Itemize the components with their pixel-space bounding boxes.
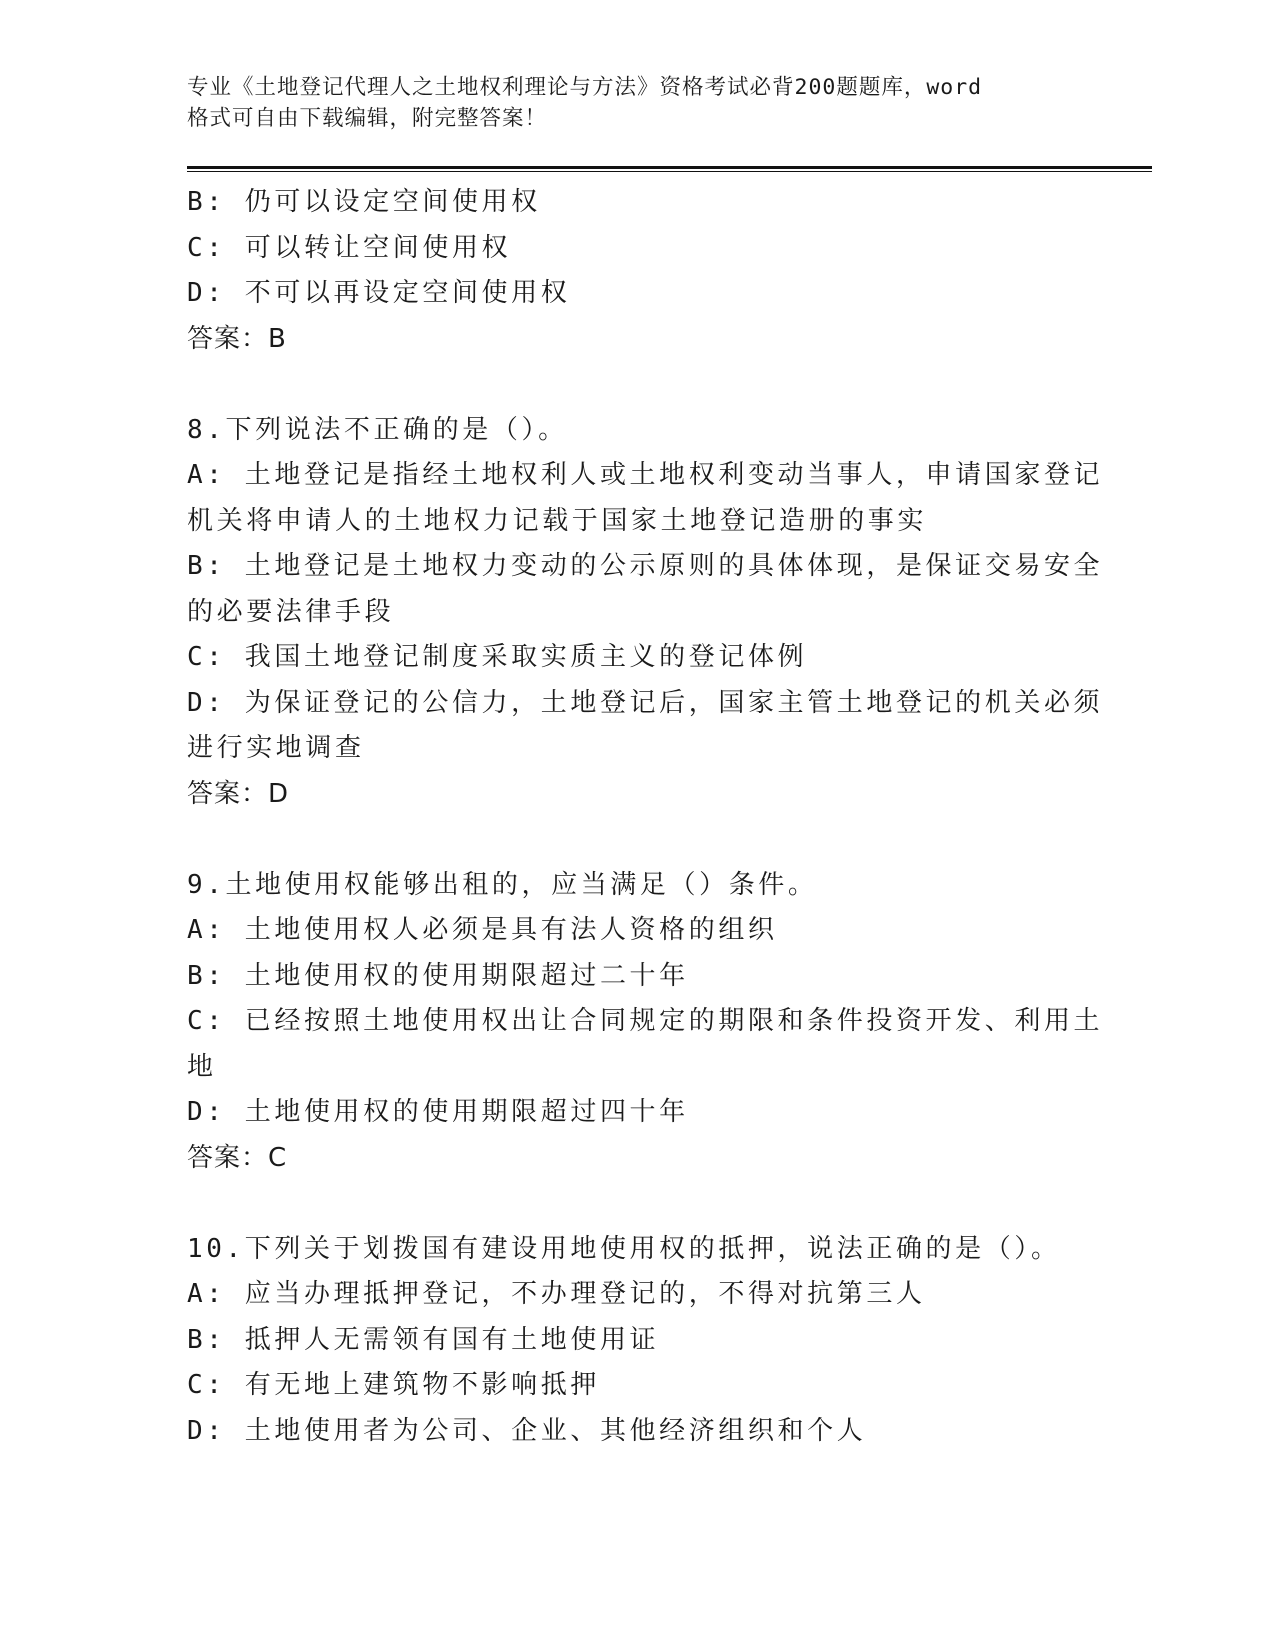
q7-option-b: B: 仍可以设定空间使用权	[187, 187, 541, 217]
q10-option-d: D: 土地使用者为公司、企业、其他经济组织和个人	[187, 1415, 867, 1446]
q8-option-c: C: 我国土地登记制度采取实质主义的登记体例	[187, 642, 808, 672]
q9-option-c-line-2: 地	[187, 1051, 217, 1082]
question-9-block	[187, 863, 1104, 1182]
q8-answer: 答案：D	[187, 778, 290, 809]
header-divider	[187, 166, 1152, 172]
q9-option-a: A: 土地使用权人必须是具有法人资格的组织	[187, 915, 778, 945]
header-line-2: 格式可自由下载编辑，附完整答案！	[187, 106, 548, 131]
q10-question: 10.下列关于划拨国有建设用地使用权的抵押，说法正确的是（）。	[187, 1233, 1061, 1264]
q9-question: 9.土地使用权能够出租的，应当满足（）条件。	[187, 869, 818, 900]
q8-option-b-line-1: B: 土地登记是土地权力变动的公示原则的具体体现，是保证交易安全	[187, 551, 1104, 581]
question-list	[187, 180, 1104, 1454]
q9-option-d: D: 土地使用权的使用期限超过四十年	[187, 1097, 689, 1127]
q8-option-d-line-1: D: 为保证登记的公信力，土地登记后，国家主管土地登记的机关必须	[187, 687, 1104, 718]
spacer	[187, 817, 1072, 863]
q7-option-d: D: 不可以再设定空间使用权	[187, 278, 571, 308]
q10-option-c: C: 有无地上建筑物不影响抵押	[187, 1370, 600, 1400]
q7-answer: 答案：B	[187, 323, 287, 354]
document-header	[187, 72, 1057, 134]
q9-option-c-line-1: C: 已经按照土地使用权出让合同规定的期限和条件投资开发、利用土	[187, 1006, 1104, 1036]
divider-thick	[187, 166, 1152, 169]
question-8-block	[187, 408, 1104, 818]
q9-option-b: B: 土地使用权的使用期限超过二十年	[187, 960, 689, 991]
q8-option-a-line-2: 机关将申请人的土地权力记载于国家土地登记造册的事实	[187, 505, 928, 536]
q8-question: 8.下列说法不正确的是（）。	[187, 414, 568, 445]
q8-option-d-line-2: 进行实地调查	[187, 733, 365, 763]
q8-option-b-line-2: 的必要法律手段	[187, 596, 395, 627]
q10-option-a: A: 应当办理抵押登记，不办理登记的，不得对抗第三人	[187, 1279, 926, 1309]
q10-option-b: B: 抵押人无需领有国有土地使用证	[187, 1324, 660, 1355]
document-page	[187, 72, 1152, 1454]
spacer	[187, 1181, 1072, 1227]
q9-answer: 答案：C	[187, 1142, 288, 1173]
question-10-block	[187, 1227, 1072, 1455]
divider-thin	[187, 171, 1152, 172]
spacer	[187, 362, 1072, 408]
q8-option-a-line-1: A: 土地登记是指经土地权利人或土地权利变动当事人，申请国家登记	[187, 460, 1104, 490]
q7-option-c: C: 可以转让空间使用权	[187, 232, 512, 263]
header-line-1: 专业《土地登记代理人之土地权利理论与方法》资格考试必背200题题库，word	[187, 75, 983, 100]
question-7-block	[187, 180, 1072, 362]
